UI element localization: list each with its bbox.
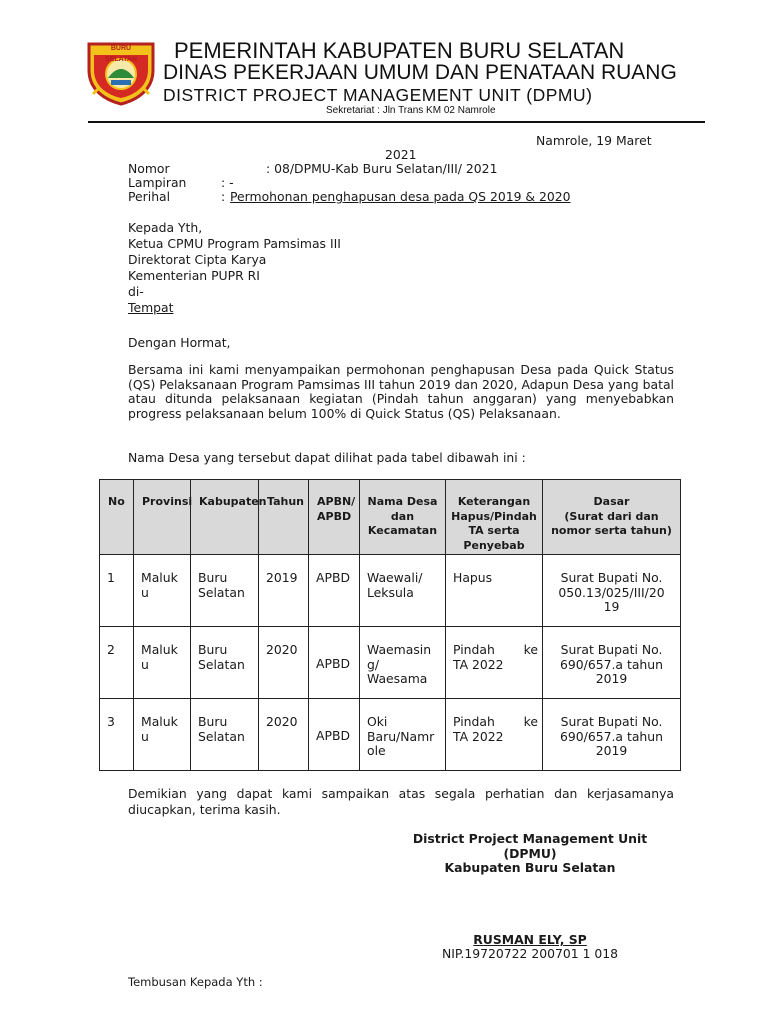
lampiran-value: : -	[221, 175, 234, 190]
cell-tahun: 2020	[259, 627, 309, 699]
signature-org-line: Kabupaten Buru Selatan	[444, 860, 616, 875]
body-paragraph-1: Bersama ini kami menyampaikan permohonan penghapusan Desa pada Quick Status (QS) Pelaksanaan Program Pamsimas III tahun 2019 dan 2020, Adapun Desa yang batal atau ditunda pelaksanaan kegiatan (Pindah tahun anggaran) yang menyebabkan progress pelaksanaan belum 100% di Quick Status (QS) Pelaksanaan.	[128, 362, 674, 421]
cell-kabupaten: Buru Selatan	[191, 555, 259, 627]
cell-dasar: Surat Bupati No. 690/657.a tahun 2019	[543, 699, 681, 771]
closing-paragraph: Demikian yang dapat kami sampaikan atas segala perhatian dan kerjasamanya diucapkan, terima kasih.	[128, 786, 674, 817]
header-line-3: DISTRICT PROJECT MANAGEMENT UNIT (DPMU)	[163, 85, 593, 105]
recipient-line: Kepada Yth,	[128, 220, 203, 235]
cell-no: 1	[100, 555, 134, 627]
table-row	[100, 627, 681, 699]
signatory-nip: NIP.19720722 200701 1 018	[441, 946, 619, 961]
cell-provinsi: Maluk u	[134, 627, 191, 699]
recipient-place: Tempat	[128, 300, 174, 315]
header-line-2: DINAS PEKERJAAN UMUM DAN PENATAAN RUANG	[163, 61, 677, 84]
col-header-dasar: Dasar (Surat dari dan nomor serta tahun)	[543, 480, 681, 555]
letter-date-line1: Namrole, 19 Maret	[536, 133, 652, 148]
recipient-line: Ketua CPMU Program Pamsimas III	[128, 236, 341, 251]
cell-tahun: 2019	[259, 555, 309, 627]
col-header-apbn: APBN/ APBD	[309, 480, 360, 555]
recipient-line: Direktorat Cipta Karya	[128, 252, 267, 267]
cell-kabupaten: Buru Selatan	[191, 627, 259, 699]
recipient-line: Kementerian PUPR RI	[128, 268, 260, 283]
col-header-no: No	[100, 480, 134, 555]
col-header-kabupaten: Kabupaten	[191, 480, 259, 555]
recipient-block	[128, 220, 341, 316]
cell-provinsi: Maluk u	[134, 555, 191, 627]
recipient-line: di-	[128, 284, 144, 299]
village-table	[99, 479, 681, 771]
body-paragraph-2: Nama Desa yang tersebut dapat dilihat pada tabel dibawah ini :	[128, 450, 526, 465]
cell-keterangan: Pindah ke TA 2022	[446, 699, 543, 771]
cell-apbn: APBD	[309, 699, 360, 771]
signature-org-line: (DPMU)	[503, 845, 557, 861]
col-header-provinsi: Provinsi	[134, 480, 191, 555]
logo-text: BURU SELATAN	[104, 45, 138, 63]
cell-dasar: Surat Bupati No. 690/657.a tahun 2019	[543, 627, 681, 699]
cell-desa: Waewali/ Leksula	[360, 555, 446, 627]
cell-keterangan: Pindah ke TA 2022	[446, 627, 543, 699]
table-header-row	[100, 480, 681, 555]
cell-dasar: Surat Bupati No. 050.13/025/III/20 19	[543, 555, 681, 627]
cell-tahun: 2020	[259, 699, 309, 771]
nomor-value: : 08/DPMU-Kab Buru Selatan/III/ 2021	[266, 161, 498, 176]
cell-apbn: APBD	[309, 555, 360, 627]
cell-desa: Waemasin g/ Waesama	[360, 627, 446, 699]
perihal-label: Perihal	[128, 189, 171, 204]
cell-no: 2	[100, 627, 134, 699]
cell-keterangan: Hapus	[446, 555, 543, 627]
header-address: Sekretariat : Jln Trans KM 02 Namrole	[326, 105, 496, 116]
table-row	[100, 555, 681, 627]
lampiran-label: Lampiran	[128, 175, 187, 190]
perihal-colon: :	[221, 189, 226, 204]
perihal-value: Permohonan penghapusan desa pada QS 2019 & 2020	[230, 189, 571, 204]
cc-label: Tembusan Kepada Yth :	[128, 975, 263, 989]
cell-no: 3	[100, 699, 134, 771]
col-header-keterangan: Keterangan Hapus/Pindah TA serta Penyebab	[446, 480, 543, 555]
signature-org	[380, 832, 680, 876]
greeting: Dengan Hormat,	[128, 335, 231, 350]
nomor-label: Nomor	[128, 161, 170, 176]
cell-desa: Oki Baru/Namr ole	[360, 699, 446, 771]
regency-logo	[85, 40, 157, 106]
header-line-1: PEMERINTAH KABUPATEN BURU SELATAN	[174, 38, 625, 63]
letter-date-line2: 2021	[385, 147, 417, 162]
cell-kabupaten: Buru Selatan	[191, 699, 259, 771]
table-row	[100, 699, 681, 771]
col-header-tahun: Tahun	[259, 480, 309, 555]
cell-apbn: APBD	[309, 627, 360, 699]
signatory-name: RUSMAN ELY, SP	[473, 932, 587, 947]
signature-org-line: District Project Management Unit	[412, 831, 648, 846]
col-header-desa: Nama Desa dan Kecamatan	[360, 480, 446, 555]
header-rule	[88, 121, 705, 123]
cell-provinsi: Maluk u	[134, 699, 191, 771]
